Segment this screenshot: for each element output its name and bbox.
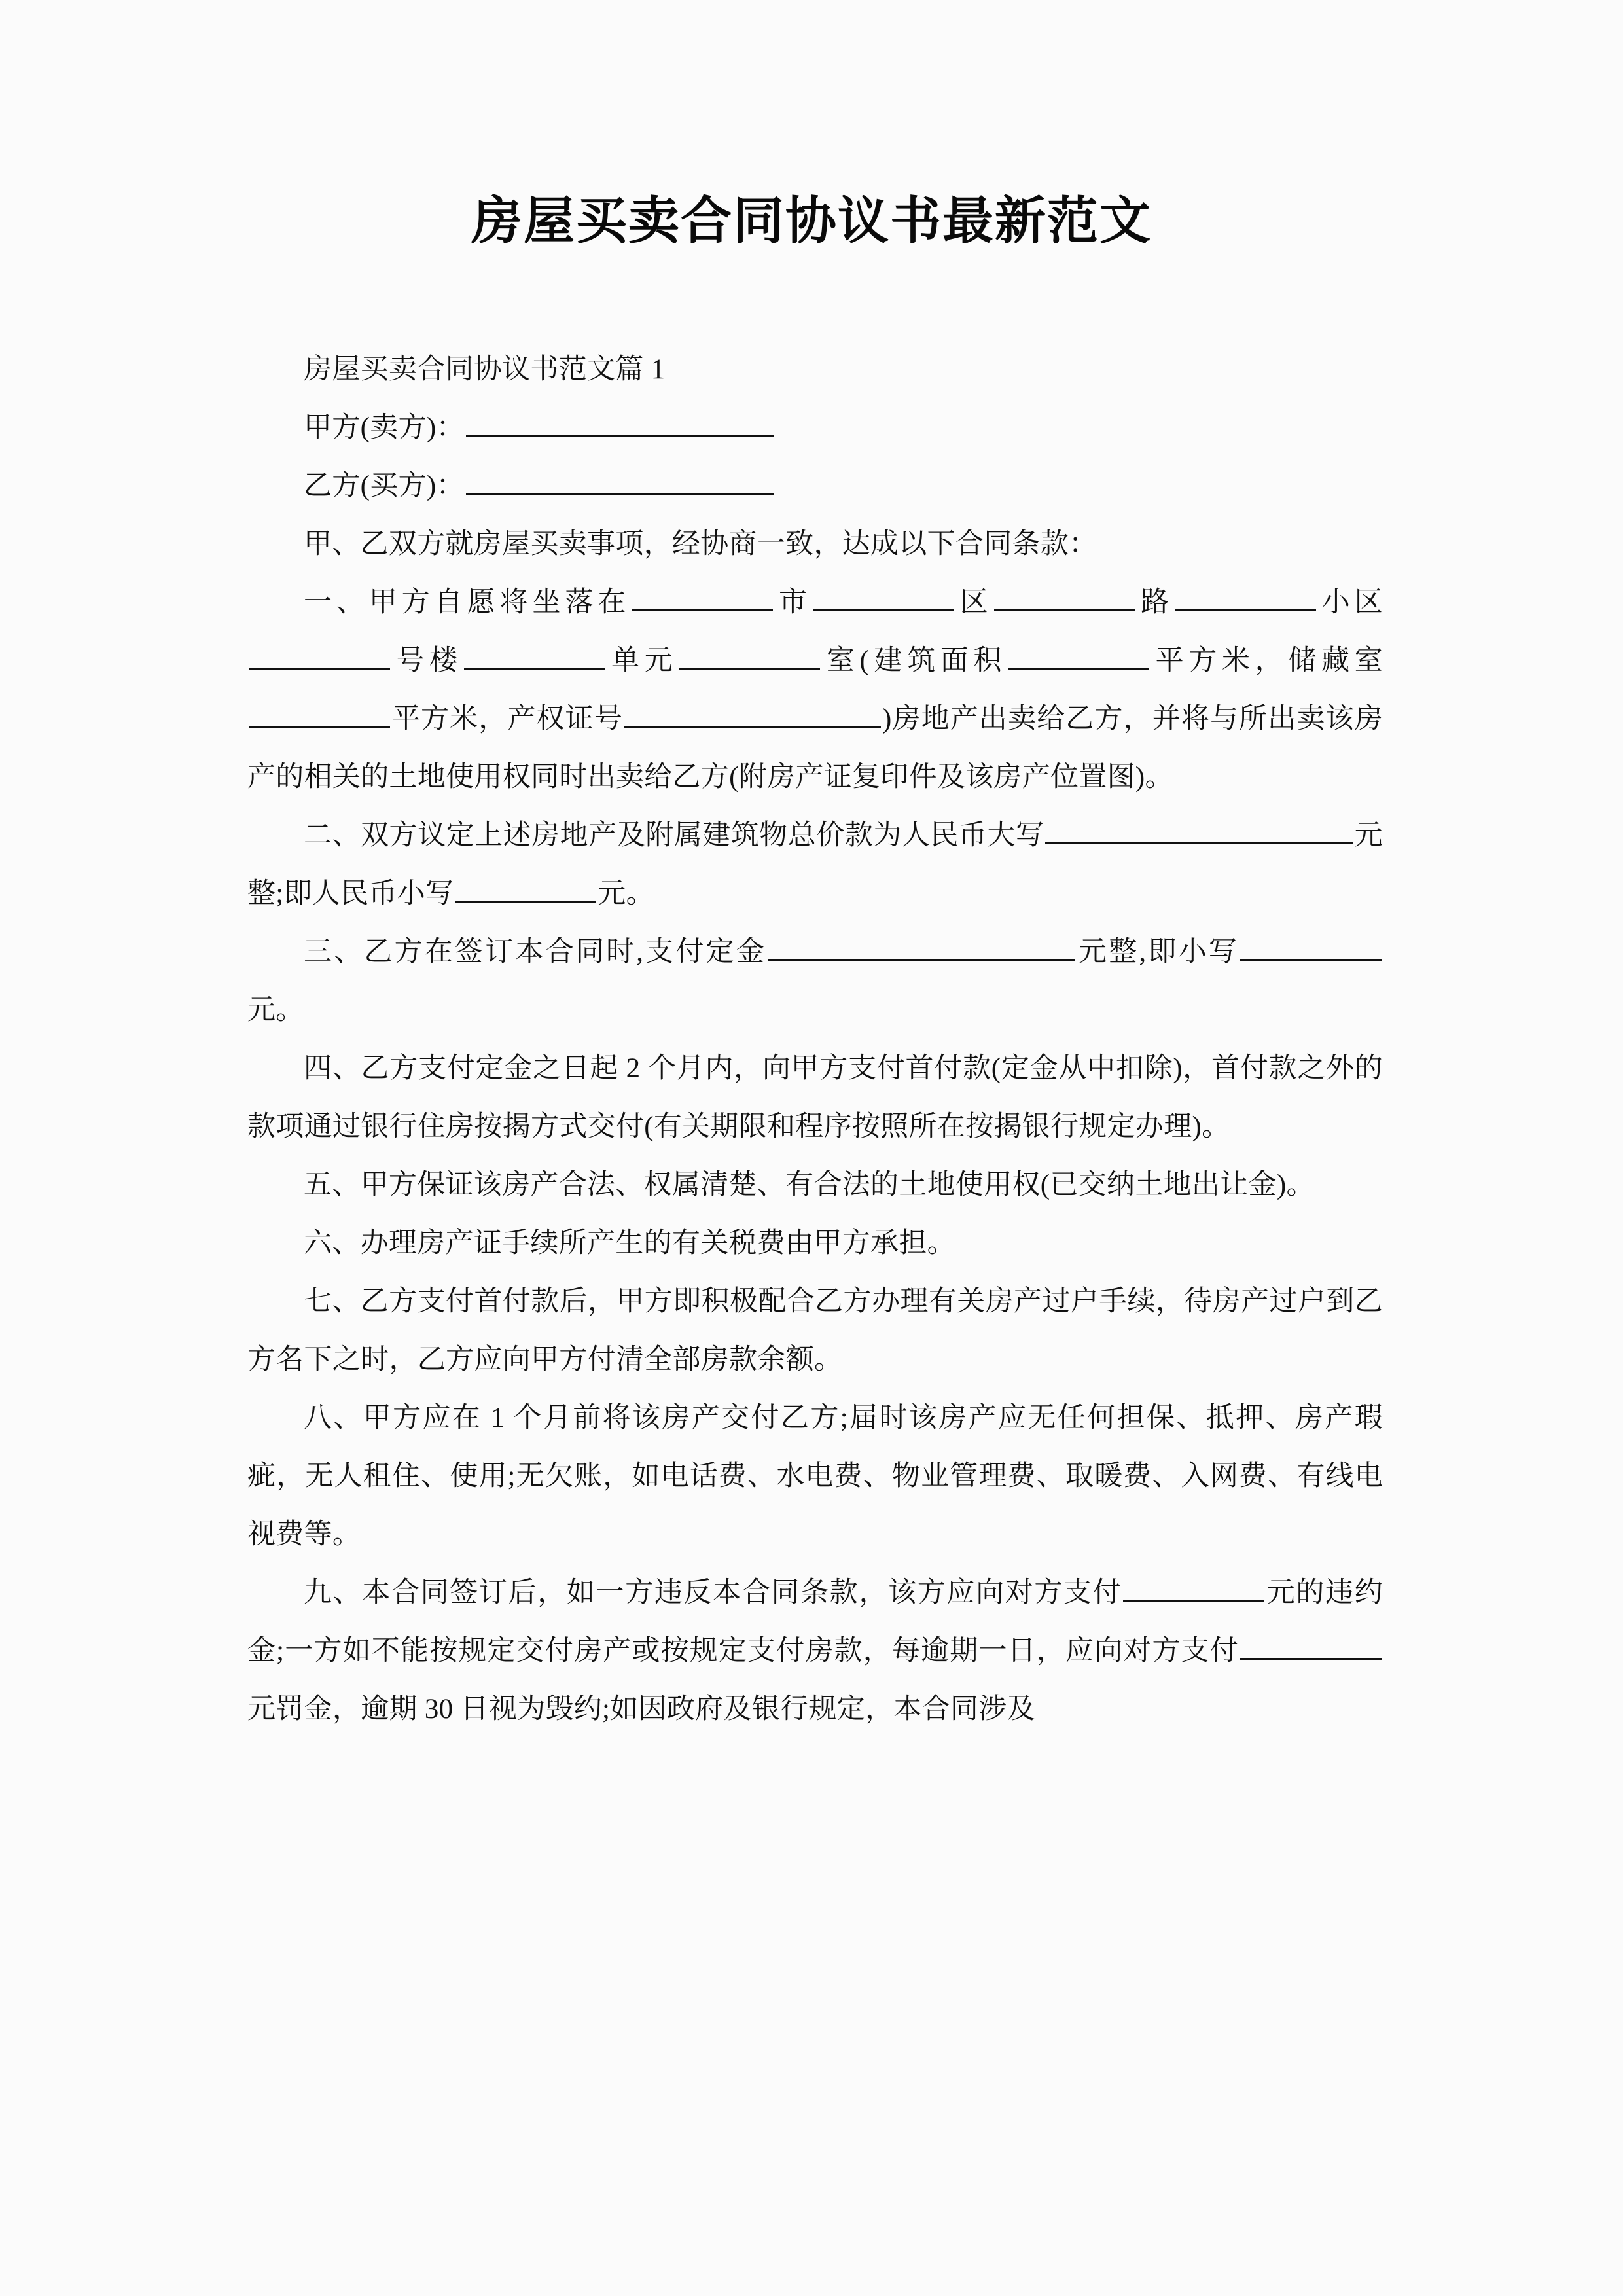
clause-5: 五、甲方保证该房产合法、权属清楚、有合法的土地使用权(已交纳土地出让金)。: [304, 1170, 1315, 1200]
clause-8: 八、甲方应在 1 个月前将该房产交付乙方;届时该房产应无任何担保、抵押、房产瑕疵，无人租住、使用;无欠账，如电话费、水电费、物业管理费、取暖费、入网费、有线电视费等。: [247, 1403, 1383, 1550]
clause-1-seg-7: 室(建筑面积: [821, 645, 1007, 676]
clause-1-seg-1: 市: [774, 587, 812, 618]
buyer-label: 乙方(买方)：: [304, 471, 465, 501]
clause-9-blank-penalty-2[interactable]: [1240, 1632, 1382, 1660]
clause-9-seg-1: 元的违约金;一方如不能按规定交付房产或按规定支付房款，每逾期一日，应向对方支付: [247, 1577, 1383, 1666]
clause-1-blank-area[interactable]: [1008, 641, 1149, 670]
section-heading: 房屋买卖合同协议书范文篇 1: [304, 354, 666, 385]
clause-9-blank-penalty-1[interactable]: [1123, 1573, 1264, 1602]
clause-3-seg-2: 元。: [247, 995, 304, 1026]
clause-1-blank-room[interactable]: [679, 641, 820, 670]
clause-2-seg-2: 元。: [597, 878, 654, 909]
clause-3-seg-0: 三、乙方在签订本合同时,支付定金: [304, 937, 767, 967]
clause-1-blank-community[interactable]: [1175, 583, 1316, 611]
clause-9-seg-2: 元罚金，逾期 30 日视为毁约;如因政府及银行规定，本合同涉及: [247, 1694, 1035, 1725]
clause-3-seg-1: 元整,即小写: [1077, 937, 1239, 967]
clause-1-seg-8: 平方米，储藏室: [1150, 645, 1383, 676]
seller-label: 甲方(卖方)：: [304, 412, 465, 443]
clause-2-seg-1: 元整;即人民币小写: [247, 820, 1383, 909]
buyer-line: [247, 457, 1383, 515]
clause-1-seg-5: 号楼: [391, 645, 463, 676]
clause-1-seg-4: 小区: [1317, 587, 1383, 618]
clause-7: 七、乙方支付首付款后，甲方即积极配合乙方办理有关房产过户手续，待房产过户到乙方名下之时，乙方应向甲方付清全部房款余额。: [247, 1286, 1383, 1375]
clause-9-seg-0: 九、本合同签订后，如一方违反本合同条款，该方应向对方支付: [304, 1577, 1122, 1608]
buyer-blank[interactable]: [466, 467, 774, 495]
clause-1-blank-storage-area[interactable]: [249, 700, 390, 728]
clause-2-seg-0: 二、双方议定上述房地产及附属建筑物总价款为人民币大写: [304, 820, 1044, 851]
clause-1-seg-2: 区: [955, 587, 993, 618]
clause-2-blank-amount-words[interactable]: [1045, 816, 1353, 844]
preamble-paragraph: 甲、乙双方就房屋买卖事项，经协商一致，达成以下合同条款：: [304, 529, 1097, 560]
clause-4: 四、乙方支付定金之日起 2 个月内，向甲方支付首付款(定金从中扣除)，首付款之外的款项通过银行住房按揭方式交付(有关期限和程序按照所在按揭银行规定办理)。: [247, 1053, 1383, 1142]
clause-1-seg-6: 单元: [606, 645, 678, 676]
clause-1-blank-building[interactable]: [249, 641, 390, 670]
clause-1-blank-unit[interactable]: [464, 641, 605, 670]
document-body: [247, 340, 1383, 1738]
clause-1-seg-3: 路: [1136, 587, 1174, 618]
seller-blank[interactable]: [466, 408, 774, 437]
clause-2: [247, 806, 1383, 923]
clause-1-blank-certificate-no[interactable]: [624, 700, 881, 728]
clause-1-seg-9: 平方米，产权证号: [391, 704, 623, 734]
clause-1-blank-road[interactable]: [994, 583, 1135, 611]
clause-1-blank-city[interactable]: [632, 583, 773, 611]
clause-9: [247, 1564, 1383, 1738]
clause-3-blank-deposit-figures[interactable]: [1240, 933, 1382, 961]
clause-1-seg-10: )房地产出卖给乙方，并将与所出卖该房产的相关的土地使用权同时出卖给乙方(附房产证复印件及该房产位置图)。: [247, 704, 1383, 793]
clause-1-blank-district[interactable]: [813, 583, 954, 611]
clause-3: [247, 923, 1383, 1039]
seller-line: [247, 399, 1383, 457]
clause-1-seg-0: 一、甲方自愿将坐落在: [304, 587, 631, 618]
clause-2-blank-amount-figures[interactable]: [455, 874, 596, 903]
page-title: 房屋买卖合同协议书最新范文: [471, 192, 1152, 249]
clause-1: [247, 573, 1383, 806]
clause-6: 六、办理房产证手续所产生的有关税费由甲方承担。: [304, 1228, 955, 1259]
clause-3-blank-deposit-words[interactable]: [768, 933, 1075, 961]
